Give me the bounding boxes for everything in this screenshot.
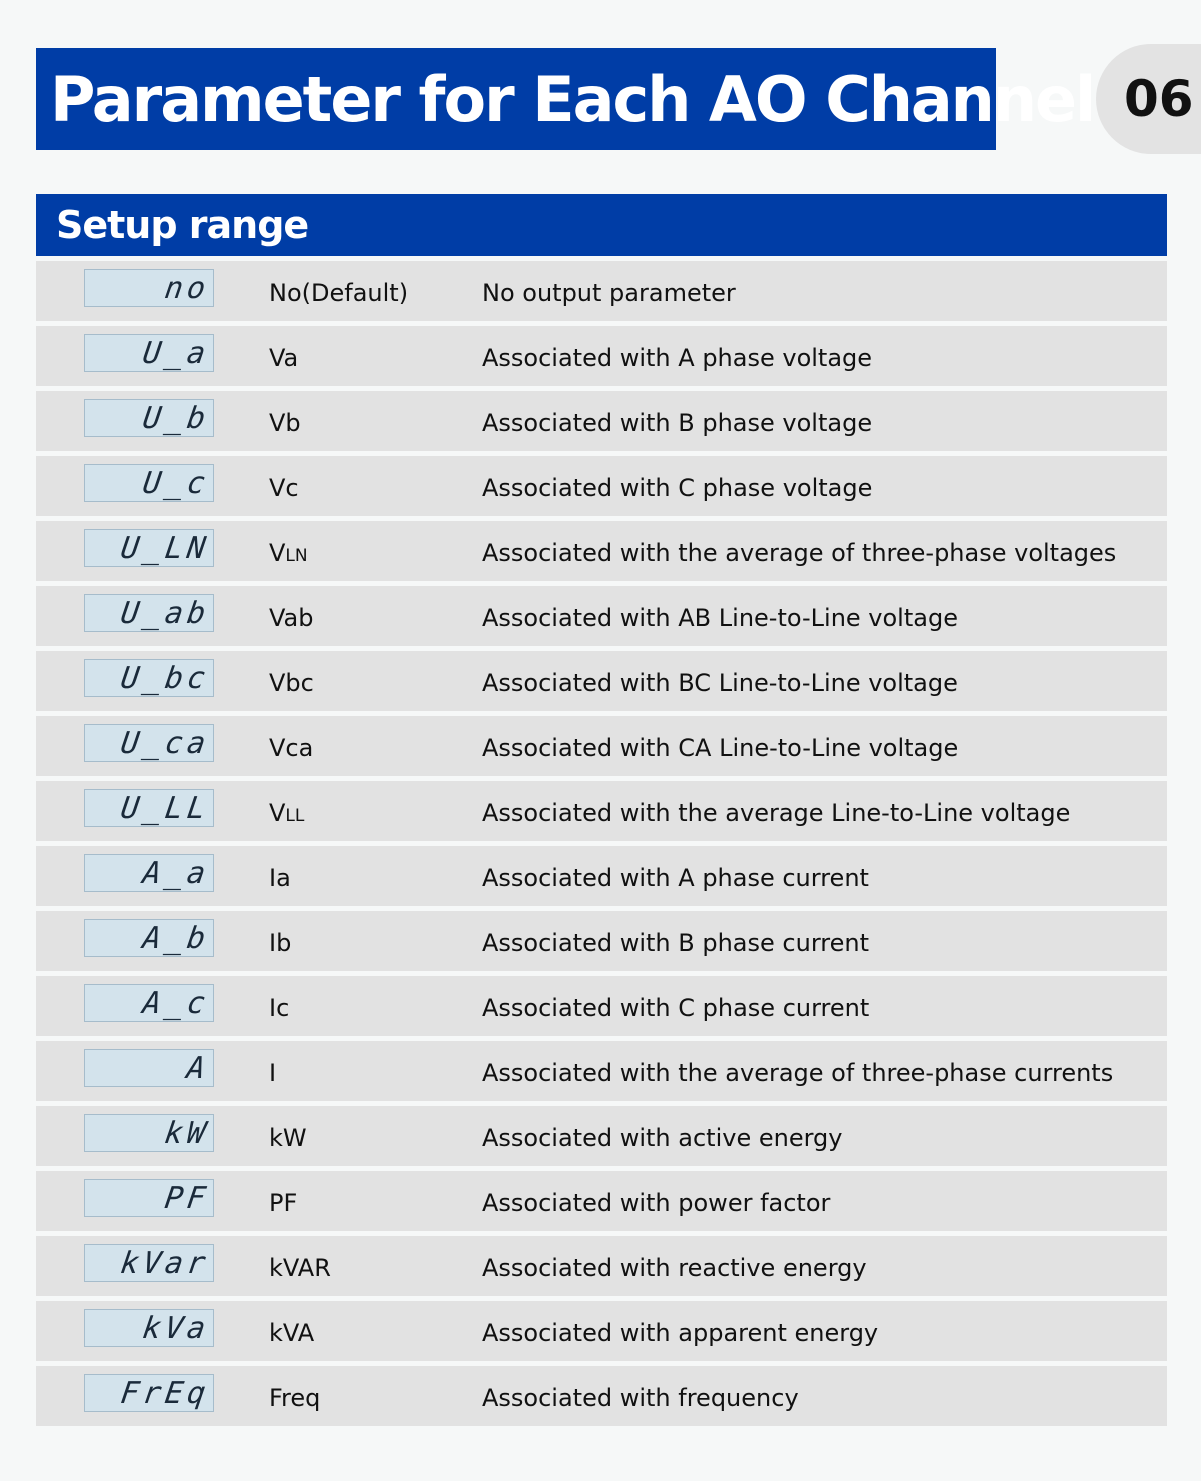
lcd-display-text: A_a	[140, 855, 212, 891]
lcd-display	[84, 854, 214, 892]
parameter-description: Associated with A phase current	[482, 864, 869, 892]
lcd-display	[84, 724, 214, 762]
parameter-code	[269, 1301, 314, 1361]
lcd-display-text: no	[162, 270, 212, 306]
table-row	[36, 781, 1167, 841]
parameter-code-main: No(Default)	[269, 279, 409, 307]
lcd-display-text: U_b	[140, 400, 212, 436]
table-row	[36, 1301, 1167, 1361]
parameter-code	[269, 391, 301, 451]
parameter-description: Associated with C phase voltage	[482, 474, 873, 502]
parameter-description: Associated with AB Line-to-Line voltage	[482, 604, 958, 632]
lcd-display	[84, 399, 214, 437]
lcd-display-text: U_LL	[118, 790, 212, 826]
parameter-code-main: PF	[269, 1189, 298, 1217]
parameter-code-main: I	[269, 1059, 277, 1087]
lcd-display	[84, 1049, 214, 1087]
lcd-display	[84, 1114, 214, 1152]
parameter-code	[269, 1366, 320, 1426]
page-title: Parameter for Each AO Channel	[50, 62, 1095, 136]
table-row	[36, 716, 1167, 776]
table-row	[36, 261, 1167, 321]
parameter-code-subscript: LN	[285, 546, 308, 566]
lcd-display-text: kVa	[140, 1310, 212, 1346]
parameter-code	[269, 586, 314, 646]
parameter-code	[269, 326, 298, 386]
lcd-display	[84, 269, 214, 307]
parameter-code	[269, 456, 299, 516]
parameter-code	[269, 976, 289, 1036]
lcd-display	[84, 1179, 214, 1217]
section-title: Setup range	[56, 203, 309, 247]
parameter-code-main: Vca	[269, 734, 314, 762]
title-bar	[36, 48, 1095, 150]
parameter-description: Associated with C phase current	[482, 994, 870, 1022]
table-row	[36, 976, 1167, 1036]
parameter-code-main: kVA	[269, 1319, 315, 1347]
parameter-code-main: kVAR	[269, 1254, 331, 1282]
parameter-code	[269, 716, 313, 776]
lcd-display	[84, 789, 214, 827]
section-header	[36, 194, 1167, 256]
table-row	[36, 1106, 1167, 1166]
parameter-code	[269, 1041, 276, 1101]
parameter-code	[269, 781, 304, 841]
parameter-description: Associated with apparent energy	[482, 1319, 879, 1347]
lcd-display-text: A	[184, 1050, 212, 1086]
table-row	[36, 846, 1167, 906]
parameter-description: Associated with B phase current	[482, 929, 869, 957]
lcd-display-text: FrEq	[118, 1375, 212, 1411]
parameter-description: Associated with frequency	[482, 1384, 799, 1412]
lcd-display-text: U_c	[140, 465, 212, 501]
lcd-display-text: A_b	[140, 920, 212, 956]
parameter-code-main: Ib	[269, 929, 292, 957]
parameter-description: Associated with the average Line-to-Line voltage	[482, 799, 1071, 827]
parameter-table	[36, 261, 1167, 1431]
parameter-code-main: Vab	[269, 604, 314, 632]
lcd-display	[84, 1244, 214, 1282]
page-number: 06	[1124, 70, 1194, 128]
page-number-tab	[1096, 44, 1201, 154]
parameter-code-main: Vbc	[269, 669, 314, 697]
table-row	[36, 651, 1167, 711]
lcd-display	[84, 1374, 214, 1412]
parameter-description: Associated with the average of three-phase voltages	[482, 539, 1117, 567]
lcd-display-text: U_bc	[118, 660, 212, 696]
table-row	[36, 1236, 1167, 1296]
table-row	[36, 1366, 1167, 1426]
parameter-code	[269, 261, 408, 321]
parameter-description: Associated with power factor	[482, 1189, 831, 1217]
parameter-code-main: Ia	[269, 864, 291, 892]
lcd-display-text: U_ca	[118, 725, 212, 761]
lcd-display	[84, 464, 214, 502]
lcd-display-text: PF	[162, 1180, 212, 1216]
lcd-display	[84, 659, 214, 697]
lcd-display-text: U_LN	[118, 530, 212, 566]
parameter-description: Associated with active energy	[482, 1124, 843, 1152]
parameter-code	[269, 846, 291, 906]
parameter-code	[269, 1236, 331, 1296]
parameter-code-main: kW	[269, 1124, 307, 1152]
lcd-display-text: U_a	[140, 335, 212, 371]
parameter-description: Associated with A phase voltage	[482, 344, 873, 372]
lcd-display	[84, 334, 214, 372]
parameter-code-main: V	[269, 799, 286, 827]
parameter-code-main: V	[269, 539, 286, 567]
lcd-display	[84, 529, 214, 567]
parameter-code	[269, 1171, 297, 1231]
lcd-display	[84, 1309, 214, 1347]
lcd-display-text: A_c	[140, 985, 212, 1021]
parameter-description: Associated with B phase voltage	[482, 409, 873, 437]
table-row	[36, 326, 1167, 386]
table-row	[36, 456, 1167, 516]
parameter-description: Associated with BC Line-to-Line voltage	[482, 669, 958, 697]
lcd-display	[84, 919, 214, 957]
table-row	[36, 391, 1167, 451]
table-row	[36, 911, 1167, 971]
parameter-code	[269, 911, 291, 971]
lcd-display-text: kVar	[118, 1245, 212, 1281]
parameter-code	[269, 521, 308, 581]
table-row	[36, 1171, 1167, 1231]
lcd-display-text: kW	[162, 1115, 212, 1151]
table-row	[36, 586, 1167, 646]
lcd-display	[84, 984, 214, 1022]
parameter-code-subscript: LL	[285, 806, 305, 826]
parameter-code	[269, 1106, 307, 1166]
parameter-description: No output parameter	[482, 279, 736, 307]
parameter-code-main: Va	[269, 344, 299, 372]
parameter-code-main: Ic	[269, 994, 290, 1022]
parameter-code-main: Vb	[269, 409, 301, 437]
parameter-code-main: Freq	[269, 1384, 321, 1412]
lcd-display-text: U_ab	[118, 595, 212, 631]
lcd-display	[84, 594, 214, 632]
parameter-code-main: Vc	[269, 474, 299, 502]
parameter-description: Associated with CA Line-to-Line voltage	[482, 734, 959, 762]
parameter-description: Associated with the average of three-phase currents	[482, 1059, 1114, 1087]
table-row	[36, 521, 1167, 581]
table-row	[36, 1041, 1167, 1101]
parameter-code	[269, 651, 314, 711]
parameter-description: Associated with reactive energy	[482, 1254, 867, 1282]
